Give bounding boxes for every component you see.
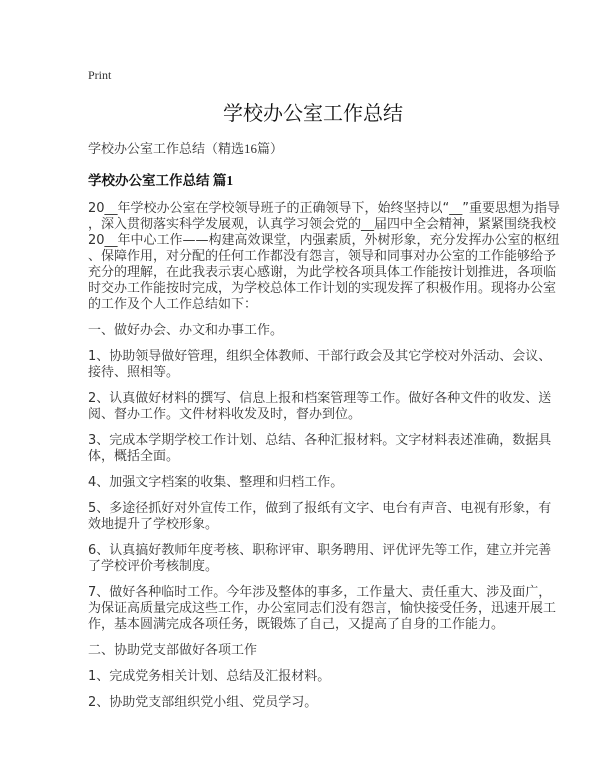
paragraph-line: 3、完成本学期学校工作计划、总结、各种汇报材料。文字材料表述准确，数据具 [88,433,552,448]
paragraph-line: 了学校评价考核制度。 [88,559,219,574]
paragraph-line: 二、协助党支部做好各项工作 [88,643,258,658]
paragraph-line: 、保障作用，对分配的任何工作都没有怨言，领导和同事对办公室的工作能够给予 [88,249,557,264]
paragraph [88,475,538,491]
document-subtitle: 学校办公室工作总结（精选16篇） [88,141,284,156]
paragraph [88,543,552,575]
paragraph [88,669,538,685]
paragraph-line: 7、做好各种临时工作。今年涉及整体的事多，工作量大、责任重大、涉及面广， [88,585,552,600]
paragraph-line: 2、协助党支部组织党小组、党员学习。 [88,695,318,710]
paragraph [88,391,552,423]
paragraph-line: 体，概括全面。 [88,449,180,464]
paragraph-line: 充分的理解，在此我表示衷心感谢，为此学校各项具体工作能按计划推进，各项临 [88,265,557,280]
paragraph-line: 1、协助领导做好管理，组织全体教师、干部行政会及其它学校对外活动、会议、 [88,349,552,364]
section-heading: 学校办公室工作总结 篇1 [88,173,234,188]
paragraph-line: 4、加强文字档案的收集、整理和归档工作。 [88,475,344,490]
paragraph [88,201,561,313]
paragraph-line: 1、完成党务相关计划、总结及汇报材料。 [88,669,331,684]
document-page [88,68,561,721]
document-body [88,201,561,711]
paragraph [88,695,538,711]
paragraph-line: 为保证高质量完成这些工作，办公室同志们没有怨言，愉快接受任务，迅速开展工 [88,601,557,616]
paragraph-line: 2、认真做好材料的撰写、信息上报和档案管理等工作。做好各种文件的收发、送 [88,391,552,406]
paragraph [88,433,552,465]
paragraph-line: 时交办工作能按时完成，为学校总体工作计划的实现发挥了积极作用。现将办公室 [88,281,557,296]
paragraph [88,501,552,533]
paragraph [88,643,538,659]
paragraph-line: 阅、督办工作。文件材料收发及时，督办到位。 [88,407,362,422]
paragraph [88,349,552,381]
paragraph-line: 5、多途径抓好对外宣传工作，做到了报纸有文字、电台有声音、电视有形象，有 [88,501,552,516]
paragraph-line: 作，基本圆满完成各项任务，既锻炼了自己，又提高了自身的工作能力。 [88,617,505,632]
paragraph-line: 20__年学校办公室在学校领导班子的正确领导下，始终坚持以“__”重要思想为指导 [88,201,561,216]
paragraph-line: 6、认真搞好教师年度考核、职称评审、职务聘用、评优评先等工作，建立并完善 [88,543,552,558]
paragraph-line: 效地提升了学校形象。 [88,517,219,532]
paragraph [88,323,538,339]
document-title: 学校办公室工作总结 [223,103,403,125]
paragraph-line: 接待、照相等。 [88,365,180,380]
paragraph [88,585,557,633]
paragraph-line: 一、做好办会、办文和办事工作。 [88,323,284,338]
print-link[interactable]: Print [88,68,112,82]
paragraph-line: 的工作及个人工作总结如下： [88,297,258,312]
paragraph-line: 20__年中心工作——构建高效课堂，内强素质，外树形象，充分发挥办公室的枢纽 [88,233,560,248]
paragraph-line: ，深入贯彻落实科学发展观，认真学习领会党的__届四中全会精神，紧紧围绕我校 [88,217,557,232]
